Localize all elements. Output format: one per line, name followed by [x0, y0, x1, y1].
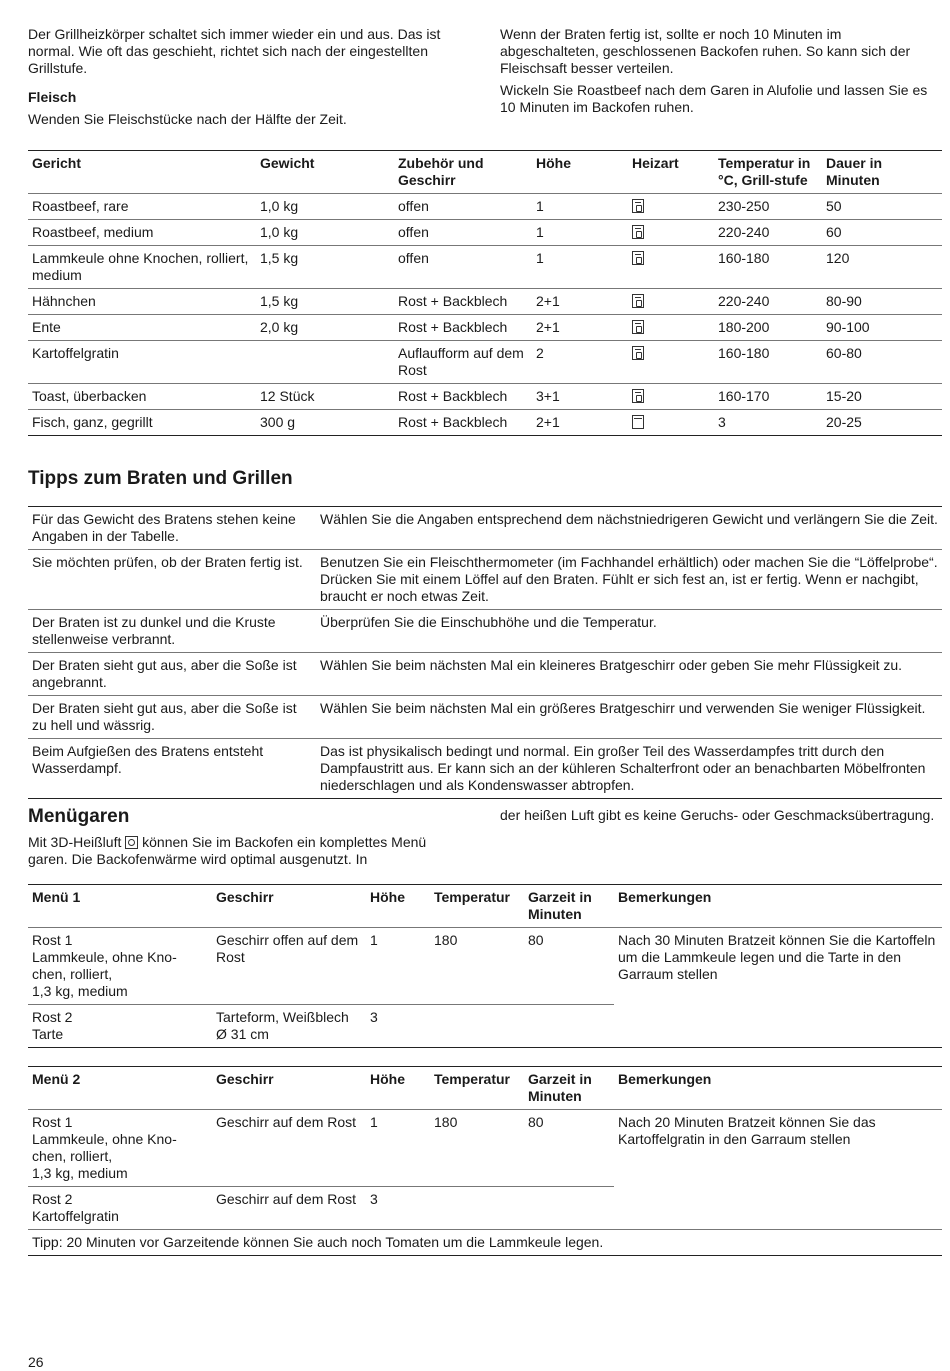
cell-acc: offen	[394, 220, 532, 246]
tip-problem: Sie möchten prüfen, ob der Braten fertig ist.	[28, 550, 316, 610]
cell-acc: Rost + Backblech	[394, 384, 532, 410]
tips-table	[28, 506, 942, 799]
col-header: Dauer in Minuten	[826, 155, 883, 188]
heating-mode-cell	[628, 384, 714, 410]
table-row	[28, 341, 942, 384]
grill-icon	[632, 389, 644, 403]
tip-problem: Für das Gewicht des Bratens stehen keine Angaben in der Tabelle.	[32, 511, 296, 544]
menu-dishes: Geschirr auf dem Rost	[216, 1114, 357, 1130]
cell-level: 2	[532, 341, 628, 384]
cell-weight: 1,0 kg	[256, 220, 394, 246]
resting-paragraph: Wenn der Braten fertig ist, sollte er noch 10 Minuten im abgeschalteten, geschlossenen Backofen ruhen. So kann sich der Fleischsaft besser verteilen.	[500, 26, 911, 76]
menu-level: 3	[366, 1005, 430, 1048]
menu-dish: Rost 1 Lammkeule, ohne Kno- chen, rolliert, 1,3 kg, medium	[32, 1114, 177, 1181]
cell-temp: 160-170	[714, 384, 822, 410]
menu2-header	[28, 1067, 942, 1110]
table-row	[28, 246, 942, 289]
tips-title: Tipps zum Braten und Grillen	[28, 468, 293, 489]
cell-acc: Rost + Backblech	[394, 410, 532, 436]
cell-time: 60	[822, 220, 942, 246]
empty-cell	[524, 1005, 614, 1048]
tip-solution: Das ist physikalisch bedingt und normal. Ein großer Teil des Wasserdampfes tritt durch den Dampfaustritt aus. Er kann sich an der kühleren Schalterfront oder an benachbarten Möbelfronten niederschlagen und als Kondenswasser abtropfen.	[316, 739, 942, 799]
cell-temp: 180-200	[714, 315, 822, 341]
tip-solution: Überprüfen Sie die Einschubhöhe und die Temperatur.	[316, 610, 942, 653]
menu-time: 80	[528, 1114, 544, 1130]
col-header: Menü 2	[32, 1071, 81, 1087]
cell-temp: 220-240	[714, 220, 822, 246]
page-number: 26	[28, 1354, 44, 1370]
grill-paragraph: Der Grillheizkörper schaltet sich immer wieder ein und aus. Das ist normal. Wie oft das geschieht, richtet sich nach der eingestellten Grillstufe.	[28, 26, 441, 76]
cell-acc: offen	[398, 198, 429, 214]
col-header: Temperatur in °C, Grill-stufe	[718, 155, 811, 188]
col-header: Bemerkungen	[618, 889, 712, 905]
cell-temp: 3	[714, 410, 822, 436]
cell-weight: 1,0 kg	[260, 198, 299, 214]
tip-solution: Wählen Sie beim nächsten Mal ein größeres Bratgeschirr und verwenden Sie weniger Flüssigkeit.	[316, 696, 942, 739]
col-header: Garzeit in Minuten	[528, 889, 592, 922]
heating-mode-cell	[628, 220, 714, 246]
menu-dish: Rost 2 Kartoffelgratin	[28, 1187, 212, 1230]
menu-level: 1	[370, 932, 378, 948]
col-header: Heizart	[632, 155, 679, 171]
cell-time: 60-80	[822, 341, 942, 384]
cell-weight: 2,0 kg	[256, 315, 394, 341]
heating-mode-cell	[628, 289, 714, 315]
menu-level: 3	[366, 1187, 430, 1230]
cell-time: 80-90	[822, 289, 942, 315]
cell-temp: 220-240	[714, 289, 822, 315]
cell-time: 90-100	[822, 315, 942, 341]
intro-right-column	[500, 26, 940, 121]
tip-solution: Benutzen Sie ein Fleischthermometer (im Fachhandel erhältlich) oder machen Sie die “Löffelprobe“. Drücken Sie mit einem Löffel auf den Braten. Fühlt er sich fest an, ist er fertig. Wenn er nachgibt, braucht er noch etwas Zeit.	[316, 550, 942, 610]
cell-dish: Kartoffelgratin	[28, 341, 256, 384]
foil-paragraph: Wickeln Sie Roastbeef nach dem Garen in Alufolie und lassen Sie es 10 Minuten im Backofen ruhen.	[500, 82, 928, 115]
menu-dishes: Tarteform, Weißblech Ø 31 cm	[212, 1005, 366, 1048]
col-header: Geschirr	[216, 889, 274, 905]
tip-problem: Der Braten sieht gut aus, aber die Soße ist zu hell und wässrig.	[28, 696, 316, 739]
cell-level: 1	[536, 198, 544, 214]
menu-remark: Nach 20 Minuten Bratzeit können Sie das Kartoffelgratin in den Garraum stellen	[618, 1114, 876, 1147]
table-row	[28, 315, 942, 341]
table-row	[28, 410, 942, 436]
col-header: Geschirr	[216, 1071, 274, 1087]
grill-icon	[632, 225, 644, 239]
table-row	[28, 1110, 942, 1187]
cell-level: 1	[532, 246, 628, 289]
cell-weight: 12 Stück	[256, 384, 394, 410]
table-row	[28, 610, 942, 653]
cell-level: 3+1	[532, 384, 628, 410]
cell-acc: Rost + Backblech	[394, 315, 532, 341]
cell-level: 2+1	[532, 315, 628, 341]
meat-paragraph: Wenden Sie Fleischstücke nach der Hälfte der Zeit.	[28, 111, 347, 127]
empty-cell	[430, 1005, 524, 1048]
tip-solution: Wählen Sie die Angaben entsprechend dem nächstniedrigeren Gewicht und verlängern Sie die Zeit.	[320, 511, 938, 527]
heating-mode-cell	[628, 410, 714, 436]
cell-dish: Lammkeule ohne Knochen, rolliert, medium	[28, 246, 256, 289]
meat-heading: Fleisch	[28, 89, 77, 105]
table-row	[28, 384, 942, 410]
table-row	[28, 928, 942, 1005]
heating-mode-cell	[628, 341, 714, 384]
grill-icon	[632, 320, 644, 334]
col-header: Höhe	[370, 889, 405, 905]
menu-title: Menügaren	[28, 806, 130, 827]
menu-text-2: können Sie im Backofen ein komplettes Menü garen. Die Backofenwärme wird optimal ausgenutzt. In	[28, 834, 427, 867]
col-header: Höhe	[370, 1071, 405, 1087]
menu-intro-left	[28, 834, 468, 868]
table-row	[28, 653, 942, 696]
heating-mode-cell	[628, 194, 714, 220]
tip-solution: Wählen Sie beim nächsten Mal ein kleineres Bratgeschirr oder geben Sie mehr Flüssigkeit zu.	[316, 653, 942, 696]
table-row	[28, 739, 942, 799]
menu-level: 1	[370, 1114, 378, 1130]
table-row	[28, 550, 942, 610]
cell-temp: 160-180	[714, 341, 822, 384]
menu-dishes: Geschirr offen auf dem Rost	[216, 932, 359, 965]
cell-acc: offen	[394, 246, 532, 289]
grill-icon	[632, 199, 644, 213]
table-row	[28, 194, 942, 220]
grill-icon	[632, 346, 644, 360]
grill-icon	[632, 294, 644, 308]
tip-problem: Beim Aufgießen des Bratens entsteht Wasserdampf.	[28, 739, 316, 799]
col-header: Gewicht	[260, 155, 315, 171]
cell-dish: Ente	[28, 315, 256, 341]
top-grill-icon	[632, 415, 644, 429]
grill-icon	[632, 251, 644, 265]
menu-temp: 180	[434, 1114, 458, 1130]
menu1-table	[28, 884, 942, 1048]
col-header: Gericht	[32, 155, 82, 171]
roast-table	[28, 150, 942, 436]
menu-remark: Nach 30 Minuten Bratzeit können Sie die Kartoffeln um die Lammkeule legen und die Tarte in den Garraum stellen	[618, 932, 936, 982]
menu-time: 80	[528, 932, 544, 948]
cell-weight	[256, 341, 394, 384]
cell-weight: 1,5 kg	[256, 246, 394, 289]
col-header: Menü 1	[32, 889, 81, 905]
col-header: Temperatur	[434, 889, 510, 905]
menu-intro-right	[500, 807, 940, 824]
cell-dish: Roastbeef, medium	[28, 220, 256, 246]
intro-left-column	[28, 26, 478, 133]
cell-dish: Hähnchen	[28, 289, 256, 315]
cell-acc: Rost + Backblech	[394, 289, 532, 315]
cell-temp: 160-180	[714, 246, 822, 289]
menu-text-1: Mit 3D-Heißluft	[28, 834, 122, 850]
cell-time: 15-20	[822, 384, 942, 410]
col-header: Garzeit in Minuten	[528, 1071, 592, 1104]
menu-temp: 180	[434, 932, 458, 948]
menu1-header	[28, 885, 942, 928]
cell-temp: 230-250	[718, 198, 770, 214]
empty-cell	[430, 1187, 524, 1230]
cell-time: 20-25	[822, 410, 942, 436]
menu-tip: Tipp: 20 Minuten vor Garzeitende können Sie auch noch Tomaten um die Lammkeule legen.	[32, 1234, 604, 1250]
menu-dishes: Geschirr auf dem Rost	[212, 1187, 366, 1230]
cell-level: 1	[532, 220, 628, 246]
3d-hot-air-icon	[125, 836, 138, 849]
cell-weight: 300 g	[256, 410, 394, 436]
cell-time: 50	[826, 198, 842, 214]
table-row	[28, 289, 942, 315]
roast-table-header	[28, 151, 942, 194]
cell-dish: Fisch, ganz, gegrillt	[28, 410, 256, 436]
cell-level: 2+1	[532, 289, 628, 315]
table-row	[28, 696, 942, 739]
col-header: Temperatur	[434, 1071, 510, 1087]
table-row	[28, 507, 942, 550]
cell-weight: 1,5 kg	[256, 289, 394, 315]
menu-dish: Rost 2 Tarte	[28, 1005, 212, 1048]
cell-level: 2+1	[532, 410, 628, 436]
menu-dish: Rost 1 Lammkeule, ohne Kno- chen, rolliert, 1,3 kg, medium	[32, 932, 177, 999]
cell-acc: Auflaufform auf dem Rost	[394, 341, 532, 384]
cell-dish: Roastbeef, rare	[32, 198, 129, 214]
menu2-table	[28, 1066, 942, 1256]
heating-mode-cell	[628, 315, 714, 341]
heating-mode-cell	[628, 246, 714, 289]
col-header: Höhe	[536, 155, 571, 171]
table-row	[28, 220, 942, 246]
tip-row	[28, 1230, 942, 1256]
cell-dish: Toast, überbacken	[28, 384, 256, 410]
tip-problem: Der Braten ist zu dunkel und die Kruste stellenweise verbrannt.	[28, 610, 316, 653]
empty-cell	[524, 1187, 614, 1230]
col-header: Zubehör und Geschirr	[398, 155, 484, 188]
tip-problem: Der Braten sieht gut aus, aber die Soße ist angebrannt.	[28, 653, 316, 696]
menu-text-3: der heißen Luft gibt es keine Geruchs- oder Geschmacksübertragung.	[500, 807, 935, 823]
cell-time: 120	[822, 246, 942, 289]
col-header: Bemerkungen	[618, 1071, 712, 1087]
